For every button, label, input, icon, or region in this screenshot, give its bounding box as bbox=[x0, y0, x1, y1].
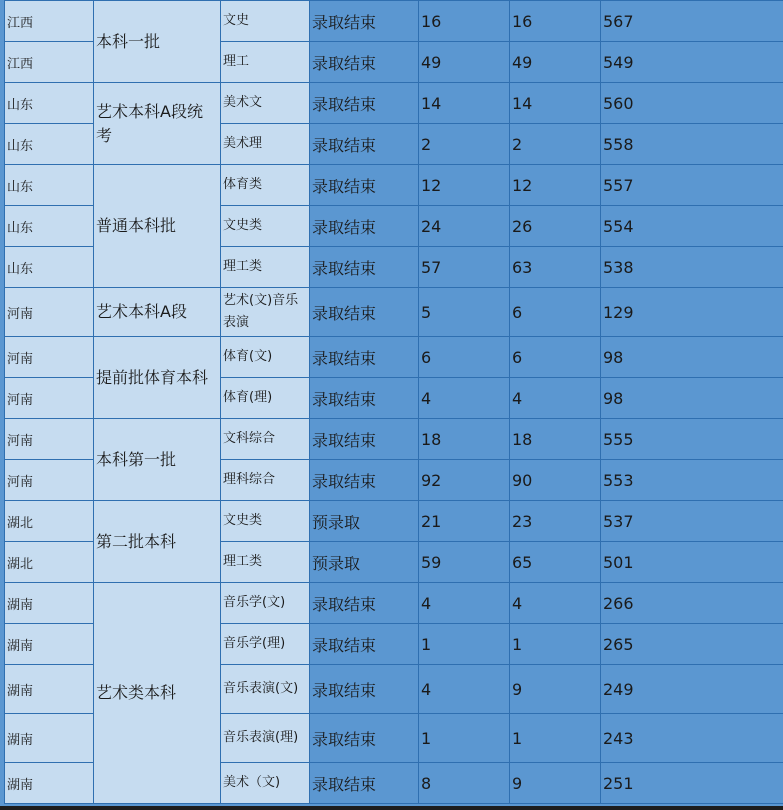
status-cell: 录取结束 bbox=[310, 714, 419, 763]
status-cell: 录取结束 bbox=[310, 247, 419, 288]
min-score-cell: 266 bbox=[601, 583, 783, 624]
plan-count-cell: 24 bbox=[419, 206, 510, 247]
plan-count-cell: 4 bbox=[419, 583, 510, 624]
bottom-edge bbox=[0, 806, 783, 810]
plan-count-cell: 8 bbox=[419, 763, 510, 804]
admitted-count-cell: 2 bbox=[510, 124, 601, 165]
batch-cell: 提前批体育本科 bbox=[94, 337, 221, 419]
min-score-cell: 538 bbox=[601, 247, 783, 288]
admitted-count-cell: 14 bbox=[510, 83, 601, 124]
province-cell: 湖南 bbox=[5, 583, 94, 624]
plan-count-cell: 12 bbox=[419, 165, 510, 206]
batch-cell: 本科第一批 bbox=[94, 419, 221, 501]
table-row bbox=[5, 337, 783, 378]
admitted-count-cell: 23 bbox=[510, 501, 601, 542]
province-cell: 山东 bbox=[5, 165, 94, 206]
min-score-cell: 265 bbox=[601, 624, 783, 665]
min-score-cell: 549 bbox=[601, 42, 783, 83]
table-row bbox=[5, 501, 783, 542]
status-cell: 录取结束 bbox=[310, 378, 419, 419]
table-row bbox=[5, 288, 783, 337]
status-cell: 录取结束 bbox=[310, 419, 419, 460]
subject-cell: 理工 bbox=[221, 42, 310, 83]
subject-cell: 文史 bbox=[221, 1, 310, 42]
admitted-count-cell: 26 bbox=[510, 206, 601, 247]
admitted-count-cell: 6 bbox=[510, 288, 601, 337]
min-score-cell: 249 bbox=[601, 665, 783, 714]
plan-count-cell: 57 bbox=[419, 247, 510, 288]
subject-cell: 体育(文) bbox=[221, 337, 310, 378]
status-cell: 录取结束 bbox=[310, 165, 419, 206]
subject-cell: 文科综合 bbox=[221, 419, 310, 460]
province-cell: 山东 bbox=[5, 124, 94, 165]
status-cell: 录取结束 bbox=[310, 42, 419, 83]
status-cell: 录取结束 bbox=[310, 460, 419, 501]
min-score-cell: 557 bbox=[601, 165, 783, 206]
admitted-count-cell: 1 bbox=[510, 624, 601, 665]
subject-cell: 理工类 bbox=[221, 247, 310, 288]
batch-cell: 艺术本科A段 bbox=[94, 288, 221, 337]
province-cell: 河南 bbox=[5, 288, 94, 337]
admitted-count-cell: 4 bbox=[510, 378, 601, 419]
province-cell: 江西 bbox=[5, 1, 94, 42]
subject-cell: 体育类 bbox=[221, 165, 310, 206]
admitted-count-cell: 18 bbox=[510, 419, 601, 460]
province-cell: 河南 bbox=[5, 337, 94, 378]
admission-table-body bbox=[5, 1, 783, 804]
min-score-cell: 501 bbox=[601, 542, 783, 583]
status-cell: 录取结束 bbox=[310, 665, 419, 714]
min-score-cell: 560 bbox=[601, 83, 783, 124]
plan-count-cell: 59 bbox=[419, 542, 510, 583]
province-cell: 湖南 bbox=[5, 714, 94, 763]
batch-cell: 普通本科批 bbox=[94, 165, 221, 288]
batch-cell: 第二批本科 bbox=[94, 501, 221, 583]
plan-count-cell: 1 bbox=[419, 714, 510, 763]
province-cell: 山东 bbox=[5, 206, 94, 247]
min-score-cell: 553 bbox=[601, 460, 783, 501]
status-cell: 录取结束 bbox=[310, 583, 419, 624]
min-score-cell: 251 bbox=[601, 763, 783, 804]
admitted-count-cell: 4 bbox=[510, 583, 601, 624]
admitted-count-cell: 90 bbox=[510, 460, 601, 501]
min-score-cell: 98 bbox=[601, 337, 783, 378]
province-cell: 河南 bbox=[5, 419, 94, 460]
province-cell: 山东 bbox=[5, 83, 94, 124]
province-cell: 湖南 bbox=[5, 665, 94, 714]
batch-cell: 艺术本科A段统考 bbox=[94, 83, 221, 165]
subject-cell: 音乐学(文) bbox=[221, 583, 310, 624]
province-cell: 山东 bbox=[5, 247, 94, 288]
subject-cell: 艺术(文)音乐表演 bbox=[221, 288, 310, 337]
admitted-count-cell: 16 bbox=[510, 1, 601, 42]
admitted-count-cell: 65 bbox=[510, 542, 601, 583]
subject-cell: 音乐学(理) bbox=[221, 624, 310, 665]
plan-count-cell: 49 bbox=[419, 42, 510, 83]
table-row bbox=[5, 583, 783, 624]
status-cell: 预录取 bbox=[310, 542, 419, 583]
table-row bbox=[5, 419, 783, 460]
province-cell: 湖南 bbox=[5, 763, 94, 804]
admitted-count-cell: 6 bbox=[510, 337, 601, 378]
status-cell: 录取结束 bbox=[310, 83, 419, 124]
table-row bbox=[5, 165, 783, 206]
admitted-count-cell: 49 bbox=[510, 42, 601, 83]
subject-cell: 文史类 bbox=[221, 501, 310, 542]
status-cell: 录取结束 bbox=[310, 337, 419, 378]
admission-table bbox=[4, 0, 783, 804]
plan-count-cell: 18 bbox=[419, 419, 510, 460]
province-cell: 湖南 bbox=[5, 624, 94, 665]
min-score-cell: 554 bbox=[601, 206, 783, 247]
min-score-cell: 558 bbox=[601, 124, 783, 165]
admitted-count-cell: 9 bbox=[510, 665, 601, 714]
province-cell: 河南 bbox=[5, 378, 94, 419]
subject-cell: 文史类 bbox=[221, 206, 310, 247]
min-score-cell: 567 bbox=[601, 1, 783, 42]
min-score-cell: 555 bbox=[601, 419, 783, 460]
plan-count-cell: 14 bbox=[419, 83, 510, 124]
batch-cell: 艺术类本科 bbox=[94, 583, 221, 804]
plan-count-cell: 16 bbox=[419, 1, 510, 42]
min-score-cell: 129 bbox=[601, 288, 783, 337]
province-cell: 湖北 bbox=[5, 501, 94, 542]
table-row bbox=[5, 83, 783, 124]
plan-count-cell: 2 bbox=[419, 124, 510, 165]
province-cell: 江西 bbox=[5, 42, 94, 83]
plan-count-cell: 4 bbox=[419, 665, 510, 714]
table-row bbox=[5, 1, 783, 42]
status-cell: 录取结束 bbox=[310, 624, 419, 665]
status-cell: 录取结束 bbox=[310, 1, 419, 42]
min-score-cell: 243 bbox=[601, 714, 783, 763]
subject-cell: 美术（文) bbox=[221, 763, 310, 804]
min-score-cell: 537 bbox=[601, 501, 783, 542]
province-cell: 河南 bbox=[5, 460, 94, 501]
subject-cell: 音乐表演(文) bbox=[221, 665, 310, 714]
plan-count-cell: 92 bbox=[419, 460, 510, 501]
subject-cell: 音乐表演(理) bbox=[221, 714, 310, 763]
status-cell: 录取结束 bbox=[310, 763, 419, 804]
province-cell: 湖北 bbox=[5, 542, 94, 583]
plan-count-cell: 21 bbox=[419, 501, 510, 542]
batch-cell: 本科一批 bbox=[94, 1, 221, 83]
subject-cell: 理工类 bbox=[221, 542, 310, 583]
subject-cell: 理科综合 bbox=[221, 460, 310, 501]
plan-count-cell: 5 bbox=[419, 288, 510, 337]
admitted-count-cell: 9 bbox=[510, 763, 601, 804]
min-score-cell: 98 bbox=[601, 378, 783, 419]
status-cell: 录取结束 bbox=[310, 288, 419, 337]
status-cell: 录取结束 bbox=[310, 124, 419, 165]
admitted-count-cell: 1 bbox=[510, 714, 601, 763]
status-cell: 预录取 bbox=[310, 501, 419, 542]
subject-cell: 体育(理) bbox=[221, 378, 310, 419]
admitted-count-cell: 12 bbox=[510, 165, 601, 206]
subject-cell: 美术文 bbox=[221, 83, 310, 124]
admitted-count-cell: 63 bbox=[510, 247, 601, 288]
plan-count-cell: 6 bbox=[419, 337, 510, 378]
subject-cell: 美术理 bbox=[221, 124, 310, 165]
plan-count-cell: 1 bbox=[419, 624, 510, 665]
plan-count-cell: 4 bbox=[419, 378, 510, 419]
status-cell: 录取结束 bbox=[310, 206, 419, 247]
